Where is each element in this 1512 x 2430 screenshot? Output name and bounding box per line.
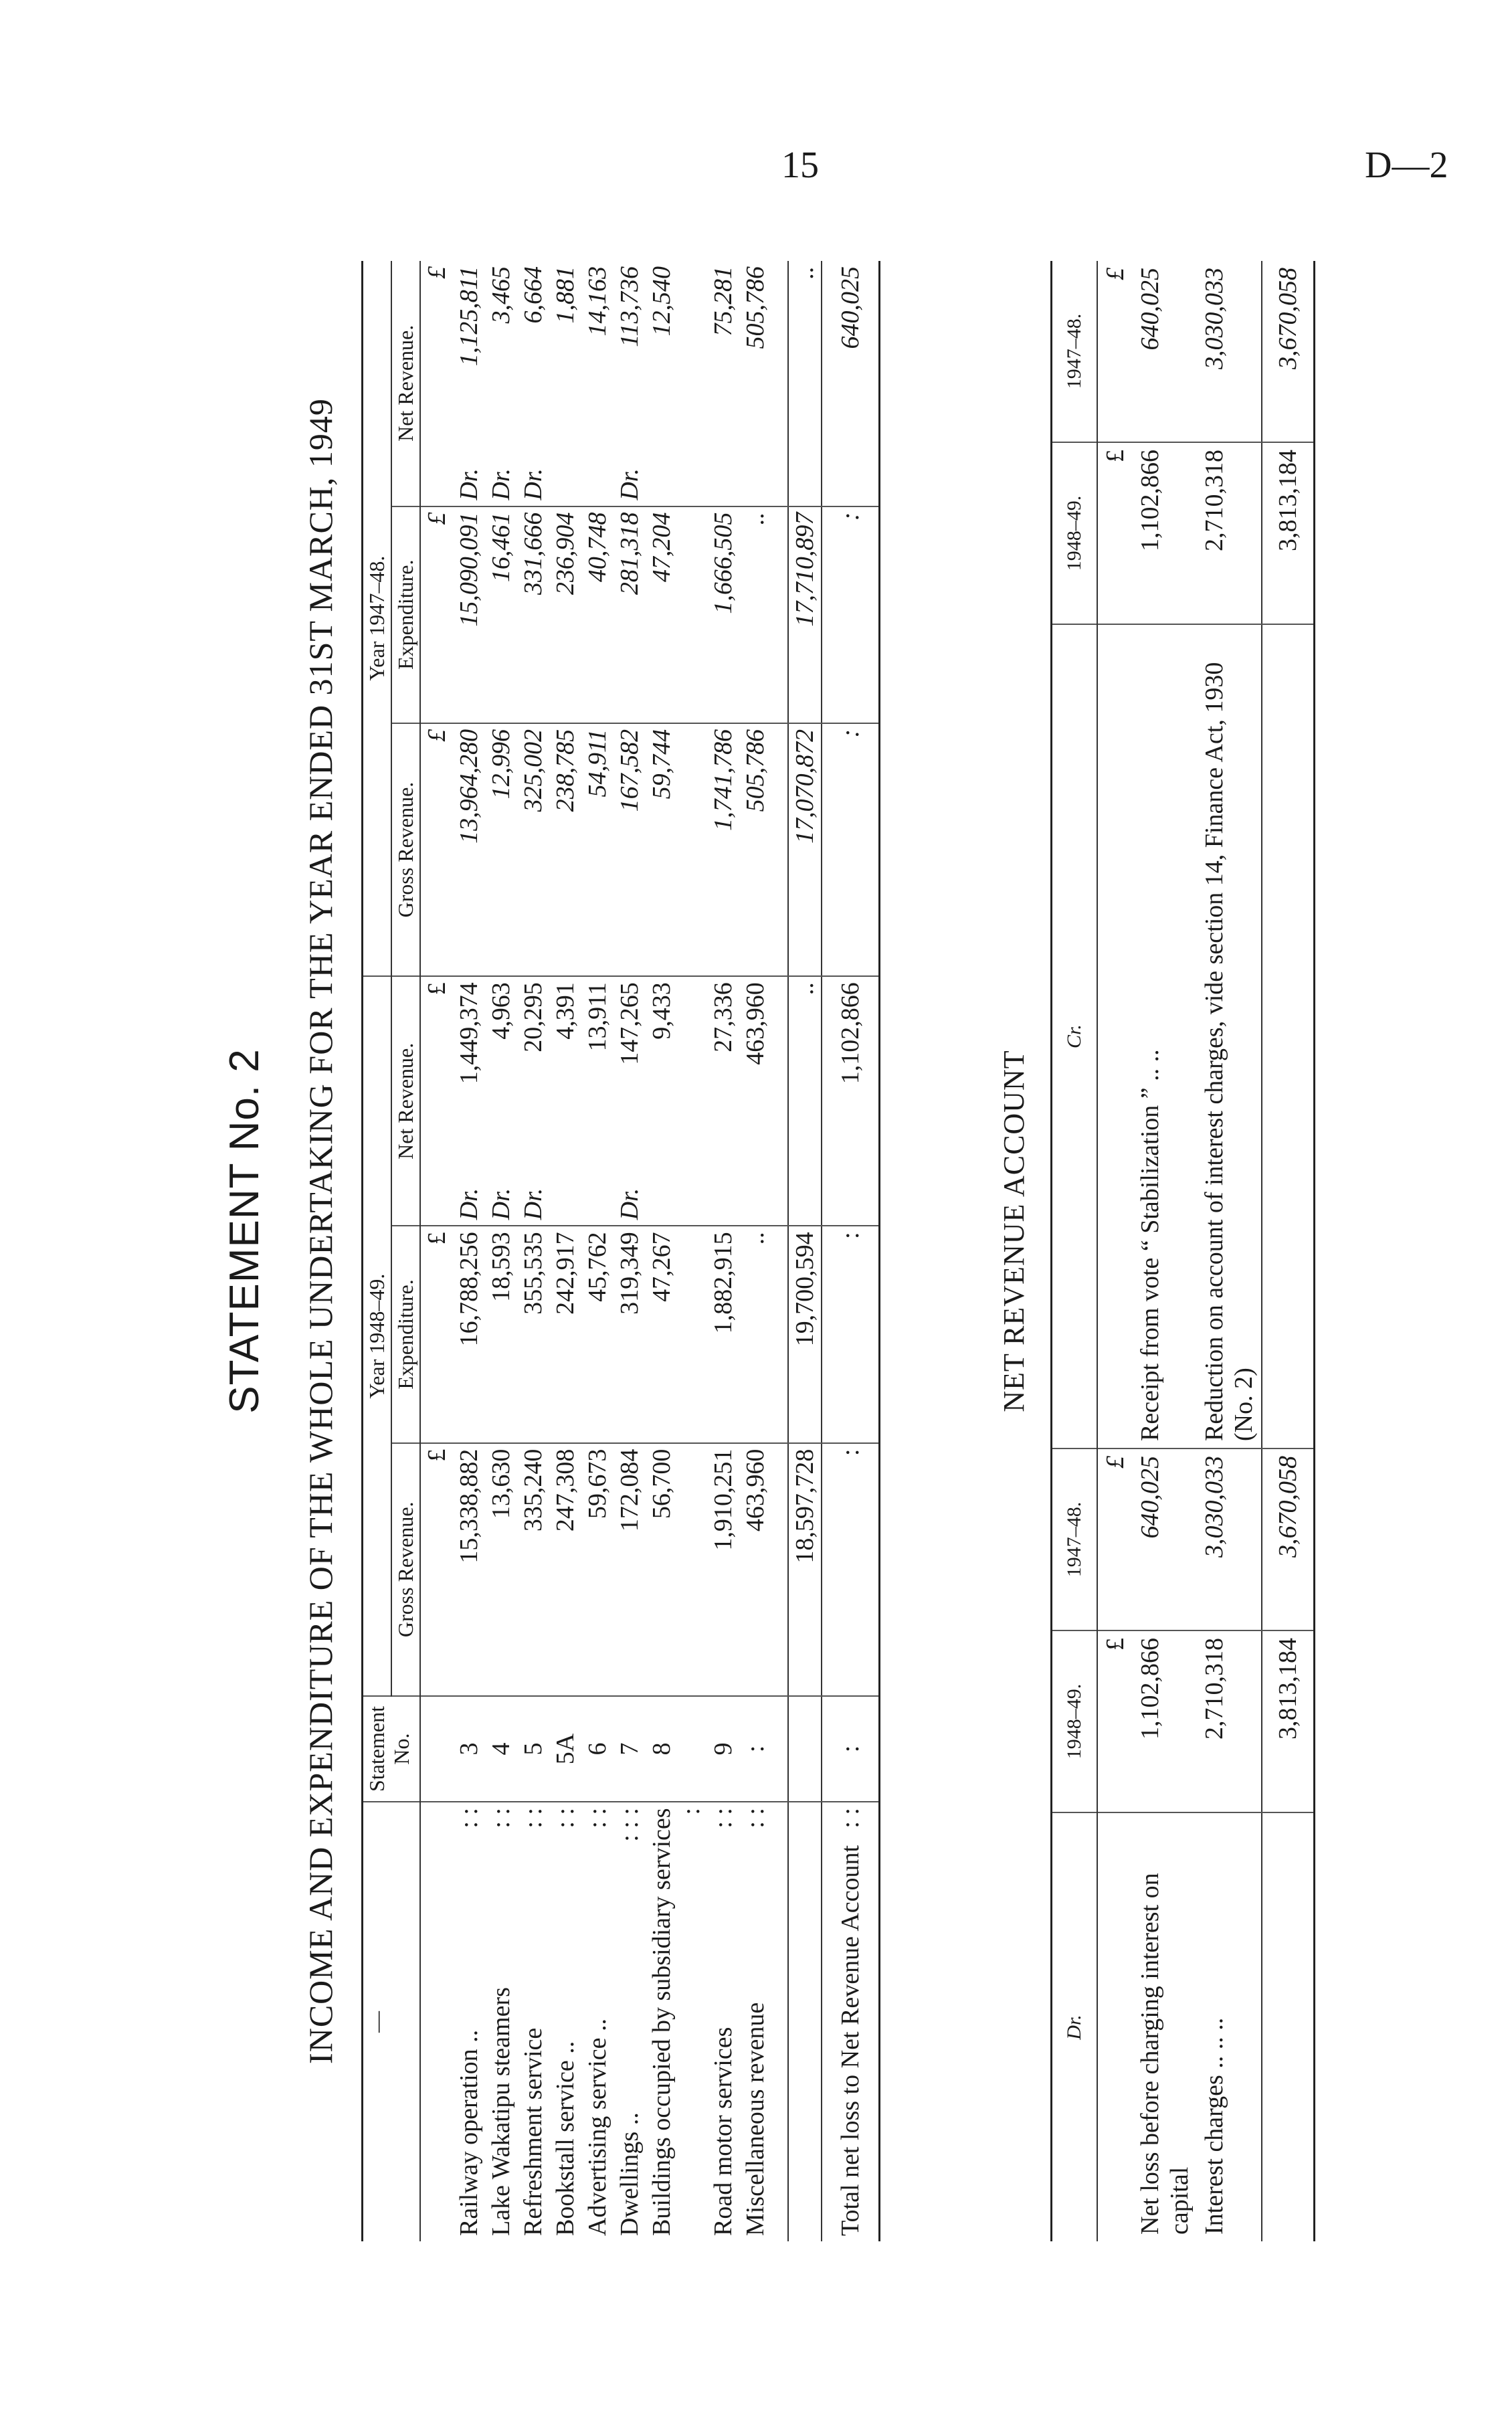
- gross-revenue-1947-48: 505,786: [739, 723, 771, 976]
- table-row: [581, 261, 613, 2241]
- debit-marker: Dr.: [616, 1188, 644, 1220]
- currency-symbol: £: [1097, 442, 1133, 624]
- expenditure-1947-48: 236,904: [549, 506, 581, 723]
- gross-revenue-1947-48: 59,744: [646, 723, 707, 976]
- gross-revenue-1947-48: 325,002: [517, 723, 549, 976]
- net-revenue-1948-49: [517, 976, 549, 1226]
- gross-revenue-1948-49: 1,910,251: [707, 1443, 739, 1696]
- table-row: [707, 261, 739, 2241]
- row-description-text: Bookstall service ..: [551, 2041, 579, 2236]
- statement-number: :: [822, 1696, 880, 1802]
- currency-symbol: £: [1097, 1630, 1133, 1812]
- expenditure-1947-48: 16,461: [485, 506, 517, 723]
- row-description-text: Refreshment service: [519, 2027, 547, 2236]
- cell-value: 4,963: [487, 982, 515, 1040]
- cell-value: 147,265: [616, 982, 644, 1065]
- statement-number: 6: [581, 1696, 613, 1802]
- net-revenue-1947-48: [613, 261, 646, 506]
- row-description-text: Buildings occupied by subsidiary services: [648, 1808, 676, 2236]
- expenditure-header: Expenditure.: [391, 1226, 420, 1442]
- gross-revenue-1948-49: 463,960: [739, 1443, 771, 1696]
- net-revenue-1948-49: [485, 976, 517, 1226]
- expenditure-1947-48: ..: [739, 506, 771, 723]
- expenditure-1948-49: 355,535: [517, 1226, 549, 1442]
- expenditure-1947-48: 1,666,505: [707, 506, 739, 723]
- gross-revenue-1948-49: 247,308: [549, 1443, 581, 1696]
- row-description: [739, 1802, 771, 2241]
- expenditure-1947-48: 15,090,091: [453, 506, 485, 723]
- total-net-1947-48: ..: [788, 261, 822, 506]
- cell-value: 1,881: [551, 266, 579, 324]
- dr-row-1948-49: 2,710,318: [1197, 1630, 1262, 1812]
- dr-row-desc: Net loss before charging interest on capital: [1136, 1873, 1194, 2235]
- row-description-text: Road motor services: [709, 2027, 737, 2236]
- dr-total-1948-49: 3,813,184: [1262, 1630, 1315, 1812]
- gross-revenue-1947-48: :: [822, 723, 880, 976]
- gross-revenue-header: Gross Revenue.: [391, 1443, 420, 1696]
- dr-1947-48-header: 1947–48.: [1052, 1448, 1098, 1630]
- net-revenue-1947-48: [485, 261, 517, 506]
- cr-total-1947-48: 3,670,058: [1262, 261, 1315, 442]
- statement-number: 3: [453, 1696, 485, 1802]
- cell-value: 1,449,374: [455, 982, 483, 1085]
- gross-revenue-1947-48: 167,582: [613, 723, 646, 976]
- expenditure-header: Expenditure.: [391, 506, 420, 723]
- debit-marker: Dr.: [487, 468, 515, 500]
- dr-row-1948-49: 1,102,866: [1133, 1630, 1197, 1812]
- net-revenue-1948-49: [581, 976, 613, 1226]
- currency-symbol: £: [420, 1443, 453, 1696]
- net-revenue-1948-49: [739, 976, 771, 1226]
- cell-value: 27,336: [709, 982, 737, 1052]
- net-revenue-1947-48: [707, 261, 739, 506]
- expenditure-1948-49: 47,267: [646, 1226, 707, 1442]
- net-loss-1947-48: 640,025: [822, 261, 880, 506]
- gross-revenue-1947-48: 12,996: [485, 723, 517, 976]
- net-loss-1948-49: 1,102,866: [822, 976, 880, 1226]
- net-loss-row: [822, 261, 880, 2241]
- net-revenue-1947-48: [517, 261, 549, 506]
- net-revenue-account-table: [1050, 261, 1315, 2241]
- gross-revenue-header: Gross Revenue.: [391, 723, 420, 976]
- document-code: D—2: [1365, 145, 1448, 186]
- net-loss-description: [822, 1802, 880, 2241]
- expenditure-1948-49: 319,349: [613, 1226, 646, 1442]
- cell-value: 75,281: [709, 266, 737, 337]
- net-revenue-1948-49: [707, 976, 739, 1226]
- gross-revenue-1948-49: 56,700: [646, 1443, 707, 1696]
- total-expenditure-1948-49: 19,700,594: [788, 1226, 822, 1442]
- expenditure-1947-48: :: [822, 506, 880, 723]
- net-revenue-account-title: NET REVENUE ACCOUNT: [998, 1050, 1030, 1412]
- leader-dots: : :: [455, 1808, 483, 1829]
- gross-revenue-1948-49: :: [822, 1443, 880, 1696]
- expenditure-1948-49: :: [822, 1226, 880, 1442]
- row-description-text: Dwellings ..: [616, 2112, 644, 2236]
- total-net-1948-49: ..: [788, 976, 822, 1226]
- rotated-page-content: [221, 194, 1425, 2268]
- expenditure-1948-49: 16,788,256: [453, 1226, 485, 1442]
- net-revenue-1948-49: [646, 976, 707, 1226]
- currency-symbol: £: [1097, 1448, 1133, 1630]
- statement-number: 7: [613, 1696, 646, 1802]
- cell-value: 13,911: [583, 982, 611, 1052]
- row-description: [646, 1802, 707, 2241]
- debit-marker: Dr.: [455, 468, 483, 500]
- gross-revenue-1948-49: 335,240: [517, 1443, 549, 1696]
- net-revenue-header: Net Revenue.: [391, 261, 420, 506]
- page-number: 15: [781, 145, 819, 186]
- statement-number: 4: [485, 1696, 517, 1802]
- cell-value: 3,465: [487, 266, 515, 324]
- leader-dots: : :: [836, 1808, 864, 1829]
- debit-marker: Dr.: [616, 468, 644, 500]
- gross-revenue-1948-49: 59,673: [581, 1443, 613, 1696]
- net-revenue-1947-48: [581, 261, 613, 506]
- currency-symbol: £: [420, 261, 453, 506]
- table-row: [739, 261, 771, 2241]
- leader-dots: : :: [551, 1808, 579, 1829]
- expenditure-1947-48: 40,748: [581, 506, 613, 723]
- currency-symbol: £: [420, 723, 453, 976]
- expenditure-1947-48: 281,318: [613, 506, 646, 723]
- net-revenue-1947-48: [549, 261, 581, 506]
- expenditure-1948-49: 242,917: [549, 1226, 581, 1442]
- row-description-text: Miscellaneous revenue: [741, 2002, 769, 2236]
- expenditure-1948-49: 45,762: [581, 1226, 613, 1442]
- net-revenue-1948-49: [453, 976, 485, 1226]
- leader-dots: :: [677, 1808, 705, 1815]
- year-1948-49-header: Year 1948–49.: [363, 976, 392, 1696]
- table-row: [517, 261, 549, 2241]
- total-expenditure-1947-48: 17,710,897: [788, 506, 822, 723]
- currency-symbol: £: [420, 1226, 453, 1442]
- cr-row-1947-48: 640,025: [1133, 261, 1197, 442]
- table-row: [485, 261, 517, 2241]
- statement-number: :: [739, 1696, 771, 1802]
- gross-revenue-1947-48: 13,964,280: [453, 723, 485, 976]
- statement-number: 9: [707, 1696, 739, 1802]
- cr-row-1948-49: 2,710,318: [1197, 442, 1262, 624]
- gross-revenue-1947-48: 238,785: [549, 723, 581, 976]
- cr-row-1948-49: 1,102,866: [1133, 442, 1197, 624]
- currency-symbol: £: [1097, 261, 1133, 442]
- dr-1948-49-header: 1948–49.: [1052, 1630, 1098, 1812]
- table-row: [646, 261, 707, 2241]
- cell-value: 505,786: [741, 266, 769, 349]
- debit-marker: Dr.: [487, 1188, 515, 1220]
- cell-value: 463,960: [741, 982, 769, 1065]
- year-1947-48-header: Year 1947–48.: [363, 261, 392, 976]
- description-header: —: [363, 1802, 421, 2241]
- expenditure-1948-49: 18,593: [485, 1226, 517, 1442]
- leader-dots: : :: [709, 1808, 737, 1829]
- cell-value: 9,433: [648, 982, 676, 1040]
- total-gross-1948-49: 18,597,728: [788, 1443, 822, 1696]
- leader-dots: : :: [519, 1808, 547, 1829]
- cell-value: 4,391: [551, 982, 579, 1040]
- row-description-text: Lake Wakatipu steamers: [487, 1987, 515, 2236]
- row-description-text: Advertising service ..: [583, 2018, 611, 2236]
- statement-no-header: Statement No.: [363, 1696, 421, 1802]
- dr-row-1947-48: 640,025: [1133, 1448, 1197, 1630]
- currency-symbol: £: [420, 506, 453, 723]
- currency-symbol: £: [420, 976, 453, 1226]
- cell-value: 14,163: [583, 266, 611, 337]
- dr-row-1947-48: 3,030,033: [1197, 1448, 1262, 1630]
- table-row: [613, 261, 646, 2241]
- gross-revenue-1947-48: 1,741,786: [707, 723, 739, 976]
- gross-revenue-1948-49: 15,338,882: [453, 1443, 485, 1696]
- gross-revenue-1947-48: 54,911: [581, 723, 613, 976]
- statement-number: 5: [517, 1696, 549, 1802]
- net-revenue-1947-48: [453, 261, 485, 506]
- cell-value: 113,736: [616, 266, 644, 347]
- cr-total-1948-49: 3,813,184: [1262, 442, 1315, 624]
- leader-dots: : :: [487, 1808, 515, 1829]
- row-description: [613, 1802, 646, 2241]
- totals-row: [788, 261, 822, 2241]
- cr-header: Cr.: [1052, 624, 1098, 1448]
- leader-dots: : :: [741, 1808, 769, 1829]
- row-description: [581, 1802, 613, 2241]
- leader-dots: : :: [583, 1808, 611, 1829]
- dr-total-1947-48: 3,670,058: [1262, 1448, 1315, 1630]
- statement-subtitle: INCOME AND EXPENDITURE OF THE WHOLE UNDERTAKING FOR THE YEAR ENDED 31ST MARCH, 1949: [302, 398, 339, 2064]
- row-description: [517, 1802, 549, 2241]
- net-revenue-1948-49: [613, 976, 646, 1226]
- row-description: [453, 1802, 485, 2241]
- expenditure-1948-49: 1,882,915: [707, 1226, 739, 1442]
- statement-title: STATEMENT No. 2: [221, 1048, 268, 1414]
- cr-row-1947-48: 3,030,033: [1197, 261, 1262, 442]
- dr-row-desc: Interest charges .. .. ..: [1200, 2017, 1228, 2235]
- gross-revenue-1948-49: 13,630: [485, 1443, 517, 1696]
- net-loss-text: Total net loss to Net Revenue Account: [836, 1845, 864, 2236]
- cell-value: 20,295: [519, 982, 547, 1052]
- cr-1947-48-header: 1947–48.: [1052, 261, 1098, 442]
- cr-1948-49-header: 1948–49.: [1052, 442, 1098, 624]
- leader-dots: : : :: [616, 1808, 644, 1842]
- debit-marker: Dr.: [519, 1188, 547, 1220]
- row-description-text: Railway operation ..: [455, 2029, 483, 2236]
- expenditure-1948-49: ..: [739, 1226, 771, 1442]
- gross-revenue-1948-49: 172,084: [613, 1443, 646, 1696]
- income-expenditure-table: [361, 261, 880, 2241]
- statement-number: 8: [646, 1696, 707, 1802]
- net-revenue-1947-48: [646, 261, 707, 506]
- table-row: [453, 261, 485, 2241]
- total-gross-1947-48: 17,070,872: [788, 723, 822, 976]
- debit-marker: Dr.: [455, 1188, 483, 1220]
- cell-value: 6,664: [519, 266, 547, 324]
- net-revenue-header: Net Revenue.: [391, 976, 420, 1226]
- dr-header: Dr.: [1052, 1812, 1098, 2241]
- row-description: [485, 1802, 517, 2241]
- expenditure-1947-48: 331,666: [517, 506, 549, 723]
- cr-row-desc: Reduction on account of interest charges, vide section 14, Finance Act, 1930 (No. 2): [1197, 624, 1262, 1448]
- row-description: [549, 1802, 581, 2241]
- net-revenue-1947-48: [739, 261, 771, 506]
- net-revenue-1948-49: [549, 976, 581, 1226]
- statement-number: 5A: [549, 1696, 581, 1802]
- row-description: [707, 1802, 739, 2241]
- cell-value: 1,125,811: [455, 266, 483, 367]
- cell-value: 12,540: [648, 266, 676, 337]
- debit-marker: Dr.: [519, 468, 547, 500]
- table-row: [549, 261, 581, 2241]
- expenditure-1947-48: 47,204: [646, 506, 707, 723]
- cr-row-desc: Receipt from vote “ Stabilization ” .. ..: [1133, 624, 1197, 1448]
